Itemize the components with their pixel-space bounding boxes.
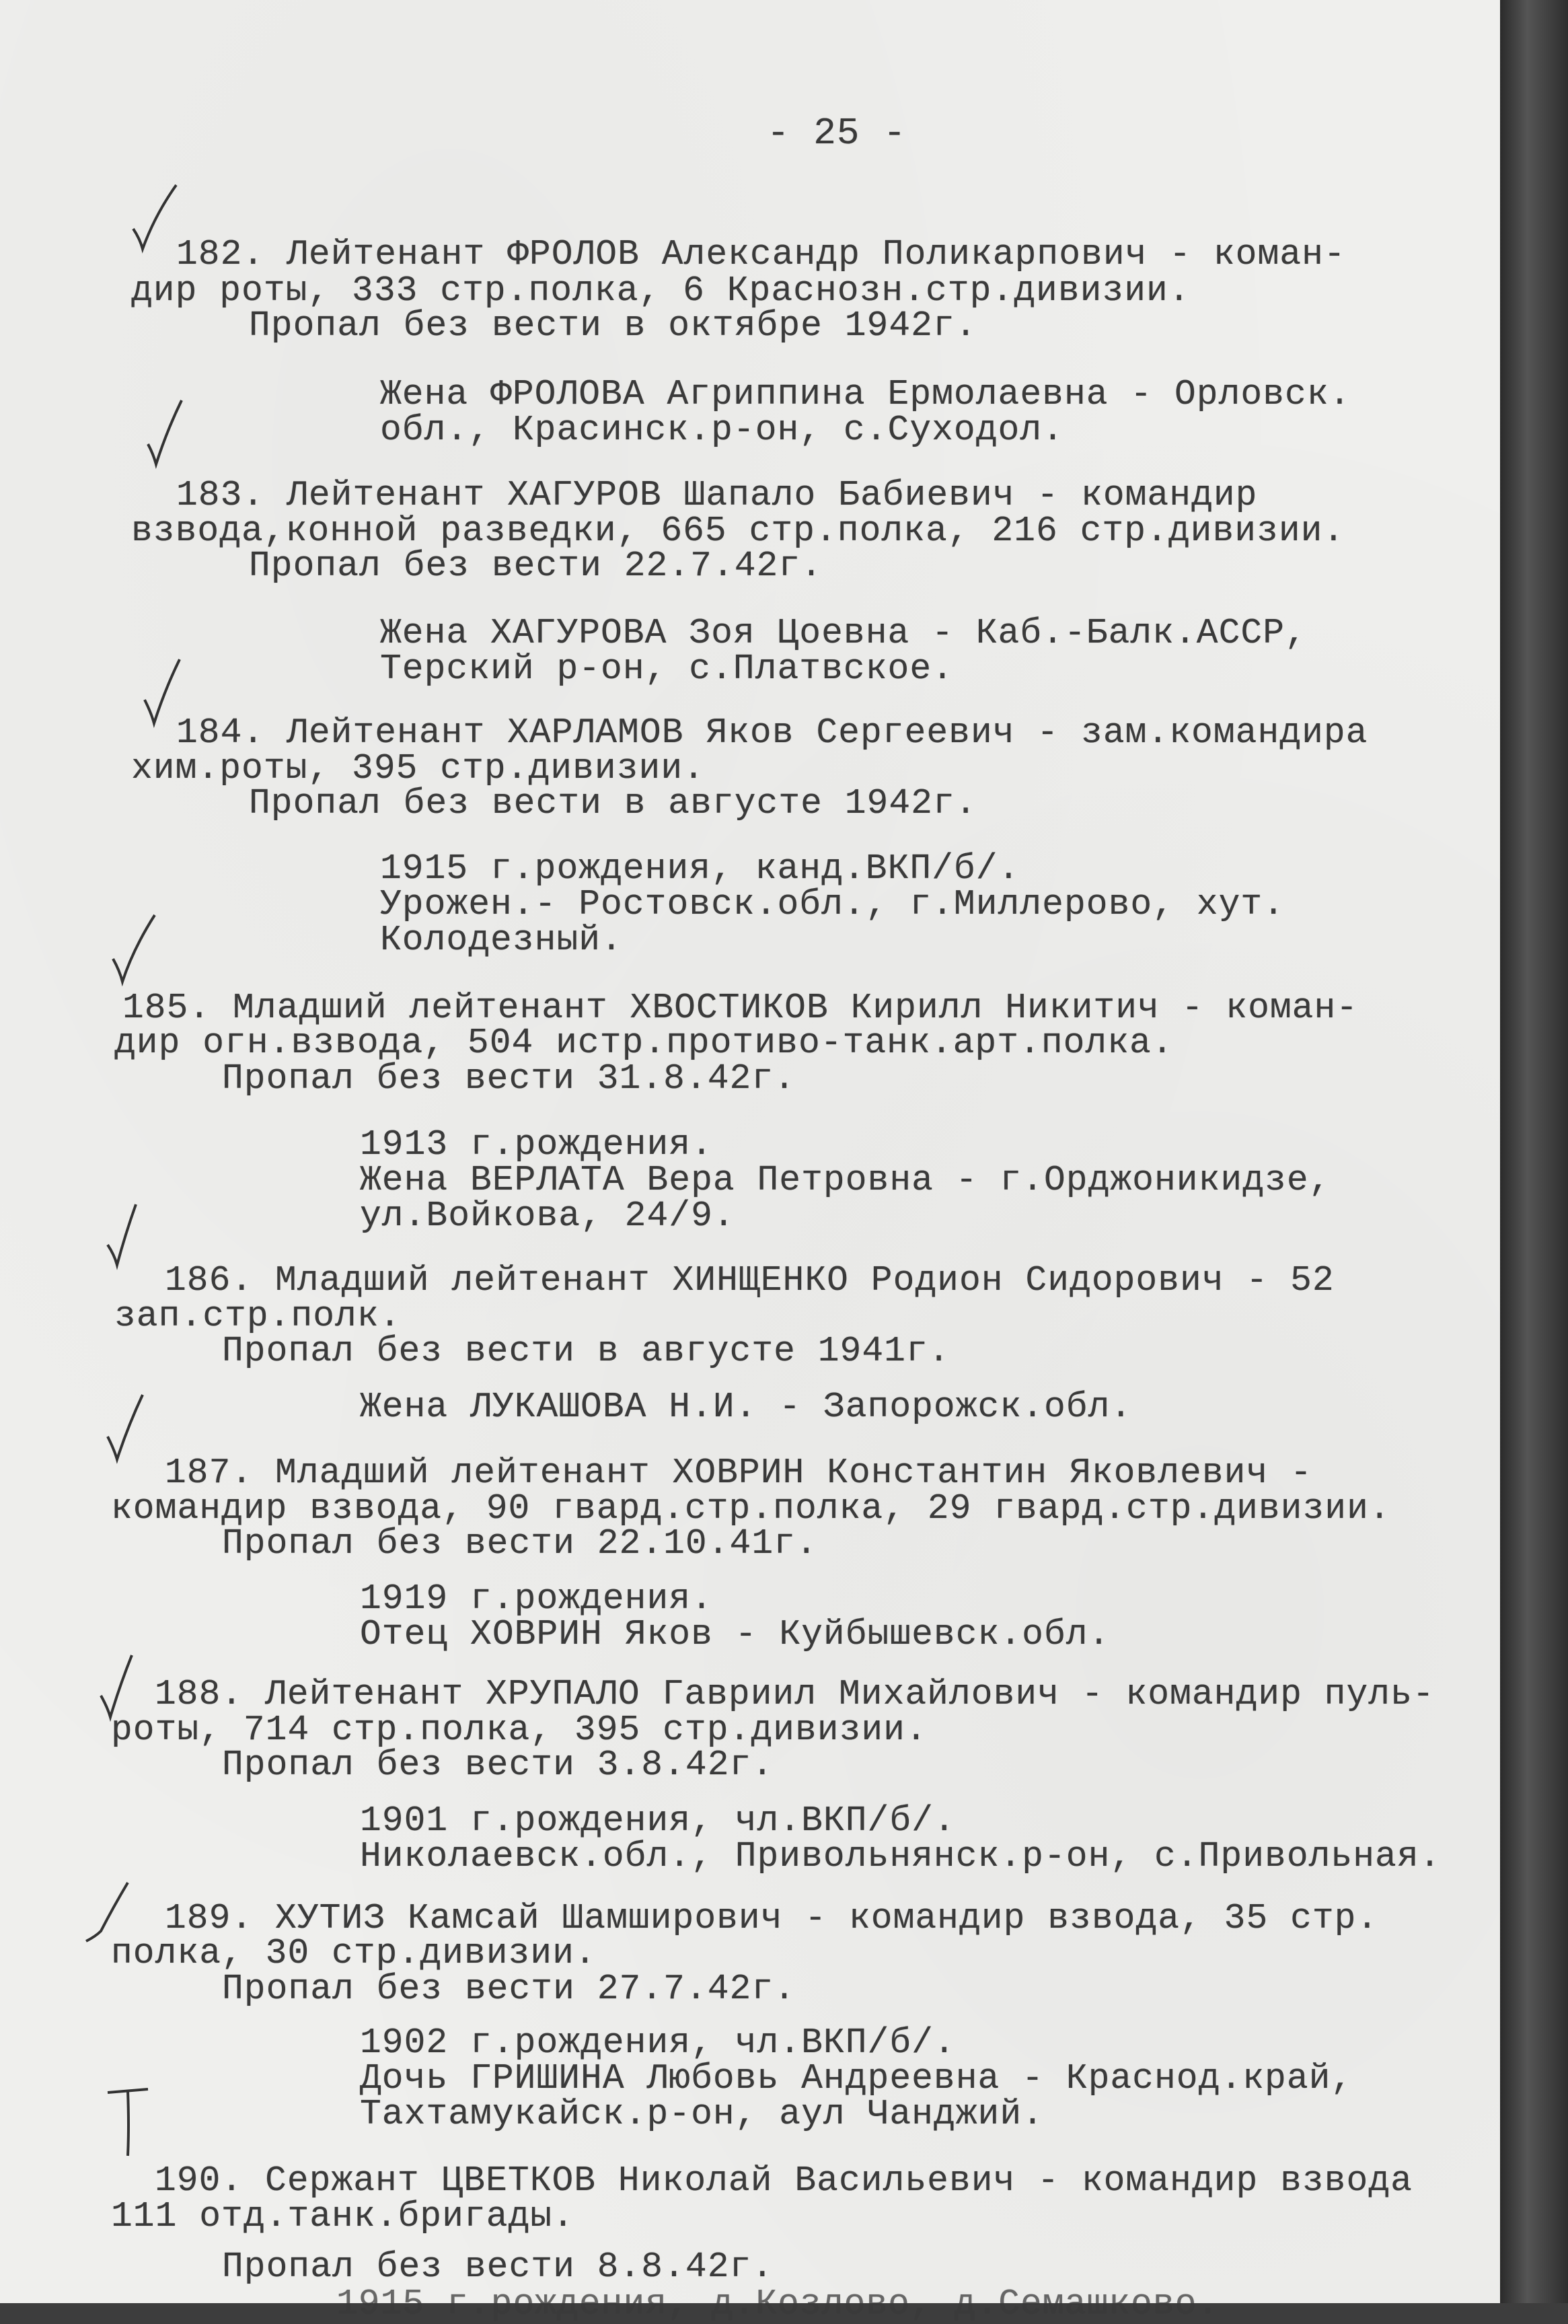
entry-188-line-2: роты, 714 стр.полка, 395 стр.дивизии.: [111, 1710, 928, 1750]
page-number: - 25 -: [767, 112, 907, 155]
entry-184-line-3: Пропал без вести в августе 1942г.: [249, 783, 977, 824]
entry-182-detail-1: Жена ФРОЛОВА Агриппина Ермолаевна - Орловск.: [380, 374, 1351, 414]
checkmark-icon: [101, 1198, 155, 1272]
scanner-edge: [1500, 0, 1568, 2303]
entry-184-detail-1: 1915 г.рождения, канд.ВКП/б/.: [380, 848, 1020, 889]
entry-189-line-1: 189. ХУТИЗ Камсай Шамширович - командир взвода, 35 стр.: [165, 1898, 1379, 1938]
entry-186-line-3: Пропал без вести в августе 1941г.: [222, 1331, 950, 1371]
entry-186-line-2: зап.стр.полк.: [114, 1296, 402, 1336]
entry-183-line-1: 183. Лейтенант ХАГУРОВ Шапало Бабиевич - командир: [176, 475, 1258, 515]
entry-189-line-2: полка, 30 стр.дивизии.: [111, 1933, 597, 1973]
entry-183-detail-1: Жена ХАГУРОВА Зоя Цоевна - Каб.-Балк.АССР,: [380, 613, 1307, 653]
entry-184-line-2: хим.роты, 395 стр.дивизии.: [131, 748, 705, 789]
entry-185-detail-2: Жена ВЕРЛАТА Вера Петровна - г.Орджоникидзе,: [360, 1160, 1331, 1200]
entry-190-line-3: Пропал без вести 8.8.42г.: [222, 2247, 774, 2287]
entry-188-detail-1: 1901 г.рождения, чл.ВКП/б/.: [360, 1801, 956, 1841]
entry-187-detail-2: Отец ХОВРИН Яков - Куйбышевск.обл.: [360, 1614, 1111, 1655]
entry-185-detail-3: ул.Войкова, 24/9.: [360, 1196, 735, 1236]
entry-183-line-2: взвода,конной разведки, 665 стр.полка, 216 стр.дивизии.: [131, 511, 1345, 551]
checkmark-icon: [108, 912, 161, 986]
entry-189-detail-3: Тахтамукайск.р-он, аул Чанджий.: [360, 2094, 1044, 2134]
entry-190-line-2: 111 отд.танк.бригады.: [111, 2196, 574, 2237]
entry-190-line-1: 190. Сержант ЦВЕТКОВ Николай Васильевич - командир взвода: [155, 2160, 1413, 2201]
entry-185-line-1: 185. Младший лейтенант ХВОСТИКОВ Кирилл Никитич - коман-: [122, 988, 1359, 1028]
entry-183-detail-2: Терский р-он, с.Платвское.: [380, 649, 954, 689]
entry-190-detail-1: 1915 г.рождения, д.Козлово, д.Семашково.: [336, 2284, 1220, 2324]
entry-186-detail-1: Жена ЛУКАШОВА Н.И. - Запорожск.обл.: [360, 1387, 1133, 1427]
entry-187-line-3: Пропал без вести 22.10.41г.: [222, 1523, 818, 1564]
checkmark-icon: [141, 397, 195, 471]
entry-185-line-2: дир огн.взвода, 504 истр.противо-танк.арт.полка.: [114, 1023, 1174, 1063]
entry-188-line-1: 188. Лейтенант ХРУПАЛО Гавриил Михайлович - командир пуль-: [155, 1674, 1435, 1714]
entry-187-detail-1: 1919 г.рождения.: [360, 1578, 713, 1619]
entry-185-detail-1: 1913 г.рождения.: [360, 1124, 713, 1165]
entry-184-line-1: 184. Лейтенант ХАРЛАМОВ Яков Сергеевич - зам.командира: [176, 713, 1368, 753]
entry-188-line-3: Пропал без вести 3.8.42г.: [222, 1745, 774, 1785]
entry-184-detail-2: Урожен.- Ростовск.обл., г.Миллерово, хут.: [380, 884, 1285, 924]
entry-182-line-3: Пропал без вести в октябре 1942г.: [249, 305, 977, 346]
entry-183-line-3: Пропал без вести 22.7.42г.: [249, 546, 823, 586]
checkmark-icon: [128, 182, 182, 256]
entry-189-detail-2: Дочь ГРИШИНА Любовь Андреевна - Краснод.край,: [360, 2058, 1353, 2099]
entry-189-line-3: Пропал без вести 27.7.42г.: [222, 1969, 796, 2009]
entry-182-line-2: дир роты, 333 стр.полка, 6 Краснозн.стр.дивизии.: [131, 270, 1191, 311]
checkmark-icon: [101, 1389, 155, 1463]
entry-187-line-2: командир взвода, 90 гвард.стр.полка, 29 гвард.стр.дивизии.: [111, 1488, 1391, 1529]
entry-188-detail-2: Николаевск.обл., Привольнянск.р-он, с.Привольная.: [360, 1836, 1442, 1877]
entry-182-line-1: 182. Лейтенант ФРОЛОВ Александр Поликарпович - коман-: [176, 234, 1346, 275]
entry-187-line-1: 187. Младший лейтенант ХОВРИН Константин Яковлевич -: [165, 1453, 1312, 1493]
entry-186-line-1: 186. Младший лейтенант ХИНЩЕНКО Родион Сидорович - 52: [165, 1260, 1335, 1301]
entry-184-detail-3: Колодезный.: [380, 920, 623, 960]
checkmark-icon: [101, 2086, 155, 2160]
entry-182-detail-2: обл., Красинск.р-он, с.Суходол.: [380, 410, 1064, 450]
entry-185-line-3: Пропал без вести 31.8.42г.: [222, 1058, 796, 1099]
entry-189-detail-1: 1902 г.рождения, чл.ВКП/б/.: [360, 2023, 956, 2063]
